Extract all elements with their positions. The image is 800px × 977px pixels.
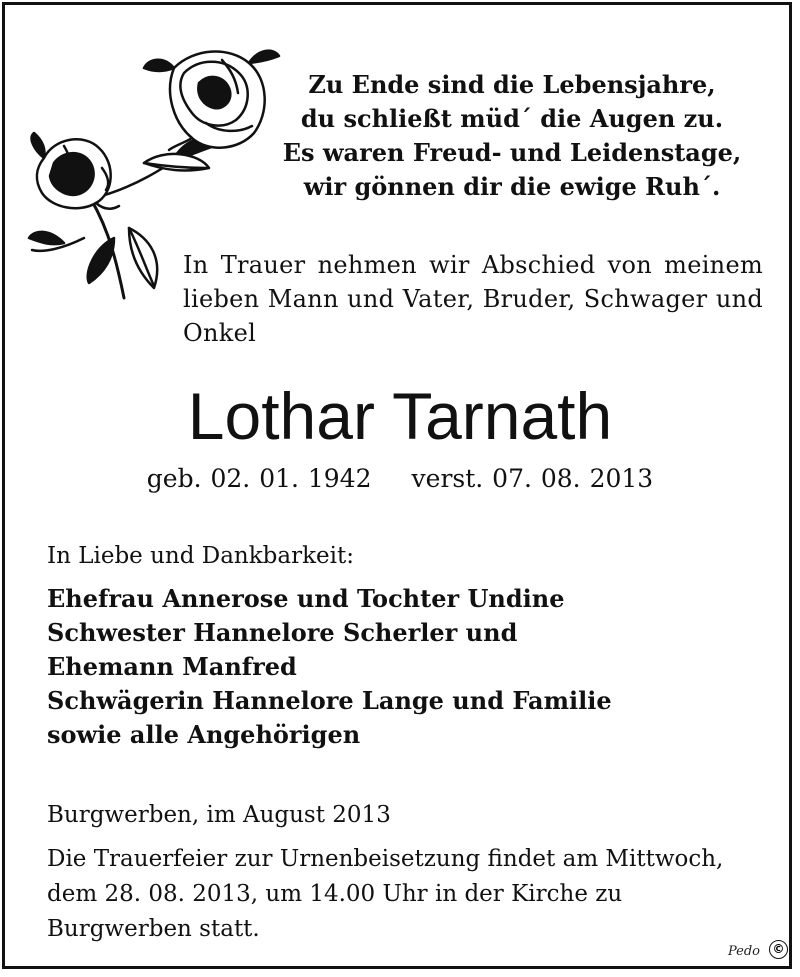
- service-line: dem 28. 08. 2013, um 14.00 Uhr in der Kirche zu: [47, 881, 623, 907]
- copyright-icon: ©: [769, 940, 788, 959]
- family-list: [47, 582, 612, 752]
- deceased-name: Lothar Tarnath: [187, 379, 613, 453]
- poem-line: Es waren Freud- und Leidenstage,: [282, 138, 742, 167]
- poem: [262, 68, 762, 204]
- family-line: Ehefrau Annerose und Tochter Undine: [47, 584, 565, 613]
- service-notice: [47, 842, 767, 947]
- service-line: Die Trauerfeier zur Urnenbeisetzung findet am Mittwoch,: [47, 846, 724, 872]
- designer-signature: Pedo: [727, 944, 760, 959]
- poem-line: Zu Ende sind die Lebensjahre,: [308, 70, 716, 99]
- family-line: Ehemann Manfred: [47, 652, 297, 681]
- service-line: Burgwerben statt.: [47, 916, 260, 942]
- poem-line: du schließt müd´ die Augen zu.: [300, 104, 724, 133]
- birth-date: geb. 02. 01. 1942: [146, 464, 372, 493]
- poem-line: wir gönnen dir die ewige Ruh´.: [303, 172, 721, 201]
- family-line: sowie alle Angehörigen: [47, 720, 361, 749]
- place-date: Burgwerben, im August 2013: [47, 802, 391, 828]
- family-line: Schwester Hannelore Scherler und: [47, 618, 518, 647]
- life-dates: [0, 462, 800, 496]
- death-date: verst. 07. 08. 2013: [411, 464, 654, 493]
- family-line: Schwägerin Hannelore Lange und Familie: [47, 686, 612, 715]
- thanks-heading: In Liebe und Dankbarkeit:: [47, 543, 354, 569]
- intro-text: In Trauer nehmen wir Abschied von meinem lieben Mann und Vater, Bruder, Schwager und Onkel: [183, 251, 763, 347]
